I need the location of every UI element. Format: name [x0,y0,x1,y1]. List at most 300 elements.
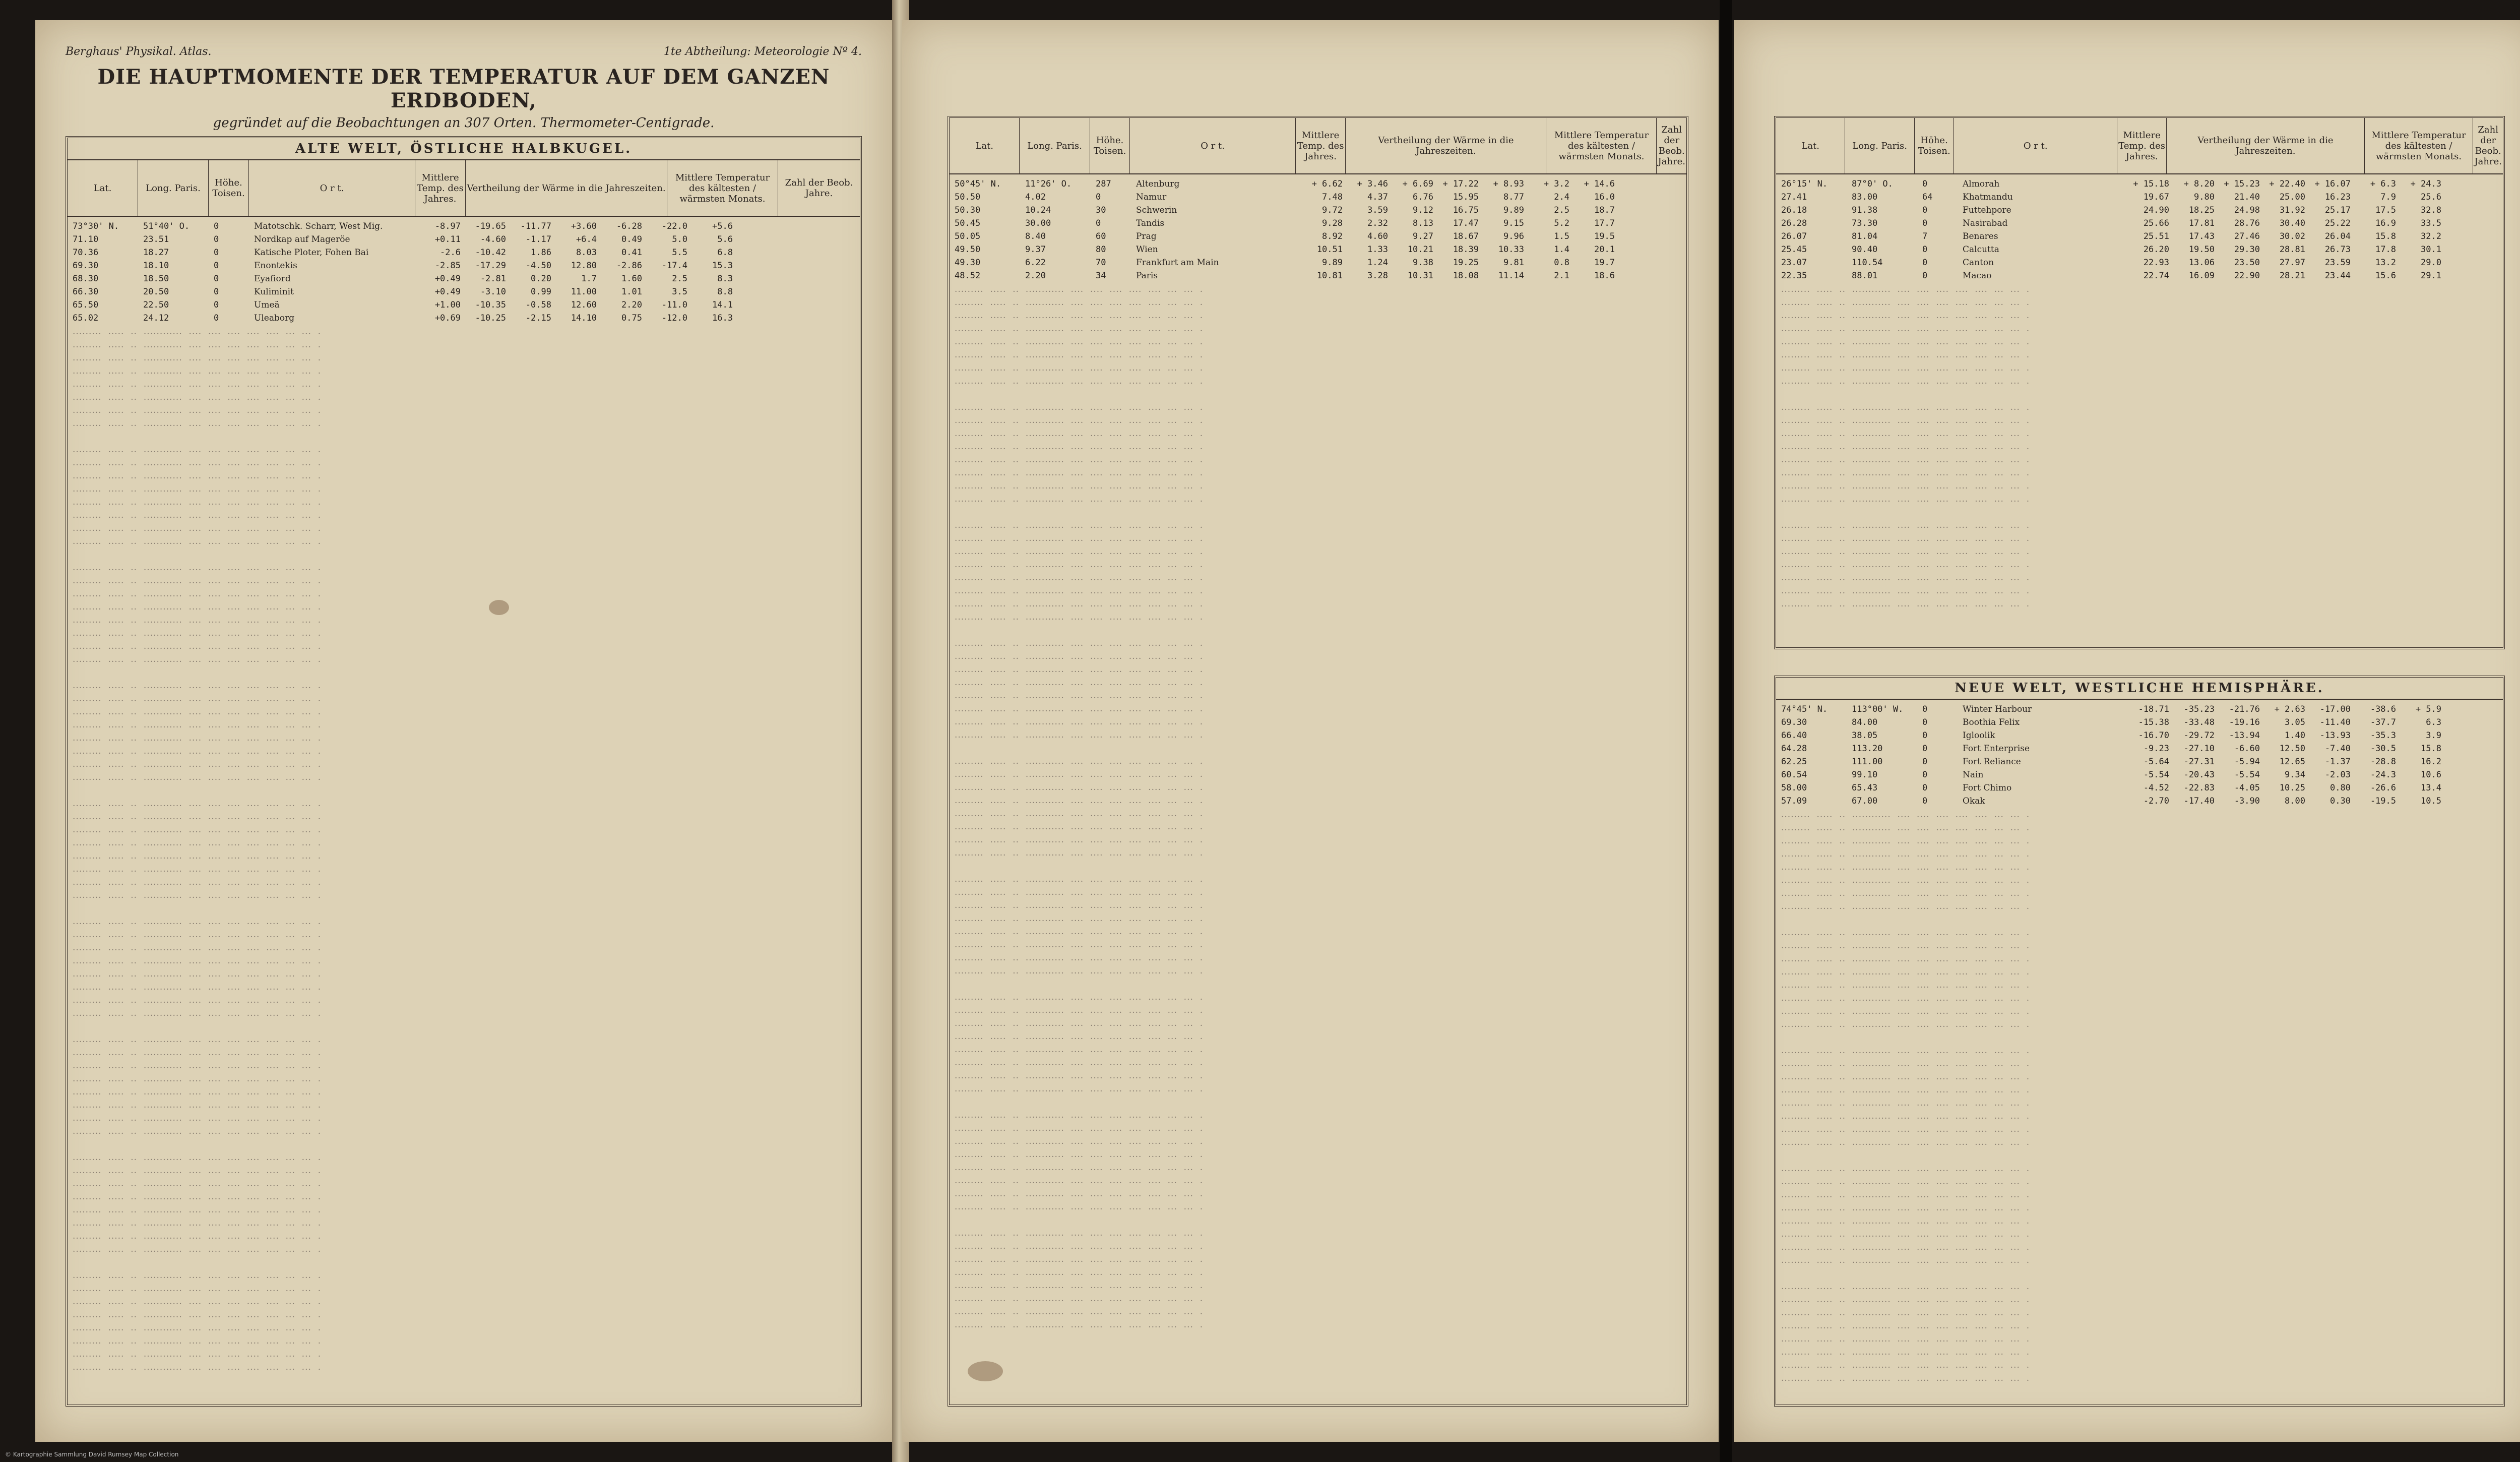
table-cell: 1.33 [1367,245,1388,255]
table-cell: 9.38 [1413,258,1433,268]
table-row [955,243,1681,256]
table-cell: 65.43 [1852,783,1878,793]
table-cell: 10.51 [1316,245,1343,255]
table-row [73,246,855,259]
table-cell: 64.28 [1781,744,1807,754]
table-cell: -4.50 [525,261,551,271]
table-cell: 24.90 [2143,205,2169,215]
table-cell: +3.60 [571,221,597,231]
table-cell: 10.81 [1316,271,1343,281]
table-cell: 9.72 [1322,205,1343,215]
table-cell: -18.71 [2138,704,2169,714]
table-cell: 16.0 [1594,192,1615,202]
col-ort: O r t. [249,160,415,216]
table-cell: 48.52 [955,271,981,281]
table-cell: 25.45 [1781,245,1807,255]
page-header [66,45,862,131]
table-cell: Almorah [1963,179,2000,189]
table-cell: -17.29 [475,261,506,271]
table-cell: 70.36 [73,248,99,258]
table-cell: -8.97 [434,221,461,231]
table-cell: 12.80 [571,261,597,271]
table-cell: + 3.46 [1357,179,1388,189]
table-cell: 10.24 [1025,205,1051,215]
table-cell: -27.31 [2183,757,2215,767]
table-cell: 88.01 [1852,271,1878,281]
table-cell: 0.75 [621,313,642,323]
table-row [1781,269,2498,282]
atlas-name: Berghaus' Physikal. Atlas. [66,45,212,58]
table-cell: 23.07 [1781,258,1807,268]
table-cell: 6.76 [1413,192,1433,202]
table-cell: 12.65 [2279,757,2305,767]
credit-line: © Kartographie Sammlung David Rumsey Map Collection [5,1451,179,1458]
table-row [1781,768,2498,781]
col-lat: Lat. [950,118,1020,173]
table-cell: 34 [1096,271,1106,281]
table-cell: 25.6 [2421,192,2441,202]
table-cell: 0 [1922,205,1928,215]
table-cell: Eyafiord [254,274,291,284]
table-cell: 26.20 [2143,245,2169,255]
table-cell: -29.72 [2183,730,2215,741]
table-cell: 10.21 [1407,245,1433,255]
table-cell: -37.7 [2370,717,2396,727]
east-band: ALTE WELT, ÖSTLICHE HALBKUGEL. [68,138,860,160]
table-cell: 0 [214,234,219,245]
table-cell: 80 [1096,245,1106,255]
table-cell: 8.03 [576,248,597,258]
table-row [1781,703,2498,716]
table-cell: + 6.3 [2370,179,2396,189]
table-cell: -13.93 [2319,730,2351,741]
foxing-stain [968,1361,1003,1381]
table-cell: -1.17 [525,234,551,245]
table-cell: 50.05 [955,231,981,241]
table-cell: 23.50 [2234,258,2260,268]
table-cell: Prag [1136,231,1157,241]
table-cell: 0 [1922,744,1928,754]
table-cell: 27.41 [1781,192,1807,202]
table-cell: 20.1 [1594,245,1615,255]
foxing-stain [489,600,509,615]
table-cell: 19.25 [1453,258,1479,268]
table-cell: 50°45' N. [955,179,1001,189]
west-band: NEUE WELT, WESTLICHE HEMISPHÄRE. [1776,678,2503,700]
table-cell: -4.60 [480,234,506,245]
table-cell: 8.92 [1322,231,1343,241]
col-seasons: Vertheilung der Wärme in die Jahreszeiten. [1346,118,1546,173]
table-cell: 9.37 [1025,245,1046,255]
table-cell: 28.76 [2234,218,2260,228]
table-cell: 0 [1922,258,1928,268]
atlas-page-1 [35,20,892,1442]
table-cell: + 14.6 [1584,179,1615,189]
table-cell: 7.9 [2380,192,2396,202]
table-cell: + 15.23 [2224,179,2260,189]
col-mean: Mittlere Temp. des Jahres. [415,160,466,216]
table-cell: -4.05 [2234,783,2260,793]
table-cell: -17.00 [2319,704,2351,714]
table-row [73,272,855,285]
east-table-end [1774,116,2505,649]
table-cell: 49.50 [955,245,981,255]
table-cell: 30.02 [2279,231,2305,241]
table-cell: 0 [1922,704,1928,714]
table-cell: 10.6 [2421,770,2441,780]
section-label: 1te Abtheilung: Meteorologie Nº 4. [663,45,862,58]
table-cell: 26.18 [1781,205,1807,215]
table-cell: 84.00 [1852,717,1878,727]
table-cell: Enontekis [254,261,297,271]
table-row [73,259,855,272]
table-cell: 24.12 [143,313,169,323]
table-cell: 110.54 [1852,258,1883,268]
table-cell: -1.37 [2324,757,2351,767]
table-cell: -10.35 [475,300,506,310]
table-cell: 22.90 [2234,271,2260,281]
table-cell: 9.34 [2285,770,2305,780]
table-cell: 87°0' O. [1852,179,1893,189]
table-row [955,191,1681,204]
table-body [950,174,1686,285]
col-mean: Mittlere Temp. des Jahres. [1296,118,1346,173]
col-ort: O r t. [1130,118,1295,173]
table-cell: 8.3 [717,274,733,284]
table-cell: 50.50 [955,192,981,202]
table-row [1781,256,2498,269]
table-column-header [950,118,1686,174]
table-cell: -19.16 [2229,717,2260,727]
atlas-page-2 [902,20,1719,1442]
table-cell: 10.5 [2421,796,2441,806]
table-cell: 2.4 [1554,192,1569,202]
table-cell: 3.28 [1367,271,1388,281]
col-mean: Mittlere Temp. des Jahres. [2117,118,2167,173]
table-cell: -24.3 [2370,770,2396,780]
table-cell: 73.30 [1852,218,1878,228]
table-cell: 26.73 [2324,245,2351,255]
table-cell: -10.25 [475,313,506,323]
table-cell: 0 [1922,245,1928,255]
table-cell: 9.89 [1503,205,1524,215]
table-cell: 30.1 [2421,245,2441,255]
table-cell: 38.05 [1852,730,1878,741]
table-cell: 5.0 [672,234,687,245]
table-cell: 0 [214,221,219,231]
table-cell: -38.6 [2370,704,2396,714]
table-cell: Khatmandu [1963,192,2013,202]
table-cell: + 24.3 [2410,179,2441,189]
table-cell: 65.02 [73,313,99,323]
table-cell: 15.8 [2421,744,2441,754]
table-cell: 9.96 [1503,231,1524,241]
table-cell: 4.60 [1367,231,1388,241]
table-cell: Futtehpore [1963,205,2011,215]
table-cell: 1.01 [621,287,642,297]
table-cell: -6.60 [2234,744,2260,754]
table-cell: 30.00 [1025,218,1051,228]
table-cell: 3.5 [672,287,687,297]
table-cell: 3.9 [2426,730,2441,741]
table-cell: 1.7 [581,274,597,284]
table-cell: 1.24 [1367,258,1388,268]
table-cell: 18.6 [1594,271,1615,281]
table-cell: 26°15' N. [1781,179,1828,189]
col-hohe: Höhe. Toisen. [1915,118,1955,173]
table-row [1781,781,2498,795]
table-cell: Okak [1963,796,1985,806]
table-cell: +0.11 [434,234,461,245]
col-extremes: Mittlere Temperatur des kältesten / wärmsten Monats. [2365,118,2474,173]
table-cell: 0 [1922,730,1928,741]
table-cell: 62.25 [1781,757,1807,767]
table-cell: Altenburg [1136,179,1180,189]
table-cell: 0 [1922,717,1928,727]
table-cell: 9.89 [1322,258,1343,268]
table-cell: +1.00 [434,300,461,310]
table-cell: + 22.40 [2269,179,2305,189]
table-cell: 111.00 [1852,757,1883,767]
table-cell: -2.86 [616,261,642,271]
col-long: Long. Paris. [1845,118,1914,173]
table-cell: -17.4 [661,261,687,271]
table-cell: 0 [1922,770,1928,780]
table-cell: 19.7 [1594,258,1615,268]
table-cell: Matotschk. Scharr, West Mig. [254,221,383,231]
table-cell: -11.40 [2319,717,2351,727]
table-cell: + 3.2 [1543,179,1569,189]
table-cell: 60.54 [1781,770,1807,780]
table-cell: -2.15 [525,313,551,323]
table-cell: 16.3 [712,313,733,323]
table-cell: 0 [1922,179,1928,189]
table-cell: 0 [214,287,219,297]
table-cell: 9.80 [2194,192,2215,202]
table-cell: Uleaborg [254,313,295,323]
table-cell: 11°26' O. [1025,179,1072,189]
table-cell: 0.30 [2330,796,2351,806]
table-cell: -26.6 [2370,783,2396,793]
table-body-continuation: ········· ····· ·· ············ ···· ···· ···· ···· ···· ··· ··· · ········· ····· ·· ············ ···· ···· ···· ···· ···· ··· ··· · ········· ····· ·· ············ ···· ···· ···· ···· ···· ··· ··· · ········· ····· ·· ············ ···· ···· ···· ···· ···· ··· ··· · ········· ····· ·· ············ ···· ···· ···· ···· ···· ··· ··· · ········· ····· ·· ············ ···· ···· ···· ···· ···· ··· ··· · ········· ····· ·· ············ ···· ···· ···· ···· ···· ··· ··· · ········· ····· ·· ············ ···· ···· ···· ···· ···· ··· ··· · ········· ····· ·· ············ ···· ···· ···· ···· ···· ··· ··· · ········· ····· ·· ············ ···· ···· ···· ···· ···· ··· ··· · ········· ····· ·· ············ ···· ···· ···· ···· ···· ··· ··· · ········· ····· ·· ············ ···· ···· ···· ···· ···· ··· ··· · ········· ····· ·· ············ ···· ···· ···· ···· ···· ··· ··· · ········· ····· ·· ············ ···· ···· ···· ···· ···· ··· ··· · ········· ····· ·· ············ ···· ···· ···· ···· ···· ··· ··· · ········· ····· ·· ············ ···· ···· ···· ···· ···· ··· ··· · ········· ····· ·· ············ ···· ···· ···· ···· ···· ··· ··· · ········· ····· ·· ············ ···· ···· ···· ···· ···· ··· ··· · ········· ····· ·· ············ ···· ···· ···· ···· ···· ··· ··· · ········· ····· ·· ············ ···· ···· ···· ···· ···· ··· ··· · ········· ····· ·· ············ ···· ···· ···· ···· ···· ··· ··· · ········· ····· ·· ············ ···· ···· ···· ···· ···· ··· ··· · ········· ····· ·· ············ ···· ···· ···· ···· ···· ··· ··· · ········· ····· ·· ············ ···· ···· ···· ···· ···· ··· ··· · ········· ····· ·· ············ ···· ···· ···· ···· ···· ··· ··· · ········· ····· ·· ············ ···· ···· ···· ···· ···· ··· ··· · ········· ····· ·· ············ ···· ···· ···· ···· ···· ··· ··· · ········· ····· ·· ············ ···· ···· ···· ···· ···· ··· ··· · ········· ····· ·· ············ ···· ···· ···· ···· ···· ··· ··· · ········· ····· ·· ············ ···· ···· ···· ···· ···· ··· ··· · ········· ····· ·· ············ ···· ···· ···· ···· ···· ··· ··· · ········· ····· ·· ············ ···· ···· ···· ···· ···· ··· ··· · ········· ····· ·· ············ ···· ···· ···· ···· ···· ··· ··· · ········· ····· ·· ············ ···· ···· ···· ···· ···· ··· ··· · ········· ····· ·· ············ ···· ···· ···· ···· ···· ··· ··· · ········· ····· ·· ············ ···· ···· ···· ···· ···· ··· ··· · ········· ····· ·· ············ ···· ···· ···· ···· ···· ··· ··· · ········· ····· ·· ············ ···· ···· ···· ···· ···· ··· ··· · ········· ····· ·· ············ ···· ···· ···· ···· ···· ··· ··· · ········· ····· ·· ············ ···· ···· ···· ···· ···· ··· ··· · ········· ····· ·· ············ ···· ···· ···· ···· ···· ··· ··· · ········· ····· ·· ············ ···· ···· ···· ···· ···· ··· ··· · ········· ····· ·· ············ ···· ···· ···· ···· ···· ··· ··· · ········· ····· ·· ············ ···· ···· ···· ···· ···· ··· ··· · ········· ····· ·· ············ ···· ···· ···· ···· ···· ··· ··· · ········· ····· ·· ············ ···· ···· ···· ···· ···· ··· ··· · ········· ····· ·· ············ ···· ···· ···· ···· ···· ··· ··· · ········· ····· ·· ············ ···· ···· ···· ···· ···· ··· ··· · ········· ····· ·· ············ ···· ···· ···· ···· ···· ··· ··· · ········· ····· ·· ············ ···· ···· ···· ···· ···· ··· ··· · ········· ····· ·· ············ ···· ···· ···· ···· ···· ··· ··· · ········· ····· ·· ············ ···· ···· ···· ···· ···· ··· ··· · ········· ····· ·· ············ ···· ···· ···· ···· ···· ··· ··· · ········· ····· ·· ············ ···· ···· ···· ···· ···· ··· ··· · ········· ····· ·· ············ ···· ···· ···· ···· ···· ··· ··· · ········· ····· ·· ············ ···· ···· ···· ···· ···· ··· ··· · ········· ····· ·· ············ ···· ···· ···· ···· ···· ··· ··· · ········· ····· ·· ············ ···· ···· ···· ···· ···· ··· ··· · ········· ····· ·· ············ ···· ···· ···· ···· ···· ··· ··· · ········· ····· ·· ············ ···· ···· ···· ···· ···· ··· ··· · ········· ····· ·· ············ ···· ···· ···· ···· ···· ··· ··· · ········· ····· ·· ············ ···· ···· ···· ···· ···· ··· ··· · ········· ····· ·· ············ ···· ···· ···· ···· ···· ··· ··· · ········· ····· ·· ············ ···· ···· ···· ···· ···· ··· ··· · ········· ····· ·· ············ ···· ···· ···· ···· ···· ··· ··· · ········· ····· ·· ············ ···· ···· ···· ···· ···· ··· ··· · ········· ····· ·· ············ ···· ···· ···· ···· ···· ··· ··· · ········· ····· ·· ············ ···· ···· ···· ···· ···· ··· ··· · ········· ····· ·· ············ ···· ···· ···· ···· ···· ··· ··· · ········· ····· ·· ············ ···· ···· ···· ···· ···· ··· ··· · ········· ····· ·· ············ ···· ···· ···· ···· ···· ··· ··· · ········· ····· ·· ············ ···· ···· ···· ···· ···· ··· ··· · [955,287,1204,1332]
table-cell: 3.05 [2285,717,2305,727]
table-row [955,256,1681,269]
table-row [1781,755,2498,768]
table-cell: 9.12 [1413,205,1433,215]
table-cell: 15.95 [1453,192,1479,202]
table-cell: +0.49 [434,274,461,284]
table-column-header [1776,118,2503,174]
table-cell: 0 [1922,271,1928,281]
page-fold [1720,0,1732,1462]
table-cell: 16.2 [2421,757,2441,767]
table-cell: 66.30 [73,287,99,297]
table-cell: -28.8 [2370,757,2396,767]
table-cell: 113.20 [1852,744,1883,754]
table-cell: + 6.62 [1311,179,1343,189]
table-cell: 25.17 [2324,205,2351,215]
table-cell: +0.49 [434,287,461,297]
table-cell: 8.77 [1503,192,1524,202]
table-cell: + 5.9 [2415,704,2441,714]
table-cell: 25.51 [2143,231,2169,241]
table-cell: +5.6 [712,221,733,231]
table-cell: 9.27 [1413,231,1433,241]
table-cell: Calcutta [1963,245,1999,255]
table-cell: 17.7 [1594,218,1615,228]
table-cell: 0 [1922,783,1928,793]
table-cell: 10.33 [1498,245,1524,255]
table-cell: 6.8 [717,248,733,258]
table-cell: 66.40 [1781,730,1807,741]
table-cell: -2.70 [2143,796,2169,806]
table-cell: 33.5 [2421,218,2441,228]
table-cell: 8.13 [1413,218,1433,228]
col-lat: Lat. [68,160,138,216]
table-cell: Macao [1963,271,1992,281]
table-cell: 17.47 [1453,218,1479,228]
table-row [955,269,1681,282]
table-body-continuation: ········· ····· ·· ············ ···· ···· ···· ···· ···· ··· ··· · ········· ····· ·· ············ ···· ···· ···· ···· ···· ··· ··· · ········· ····· ·· ············ ···· ···· ···· ···· ···· ··· ··· · ········· ····· ·· ············ ···· ···· ···· ···· ···· ··· ··· · ········· ····· ·· ············ ···· ···· ···· ···· ···· ··· ··· · ········· ····· ·· ············ ···· ···· ···· ···· ···· ··· ··· · ········· ····· ·· ············ ···· ···· ···· ···· ···· ··· ··· · ········· ····· ·· ············ ···· ···· ···· ···· ···· ··· ··· · ········· ····· ·· ············ ···· ···· ···· ···· ···· ··· ··· · ········· ····· ·· ············ ···· ···· ···· ···· ···· ··· ··· · ········· ····· ·· ············ ···· ···· ···· ···· ···· ··· ··· · ········· ····· ·· ············ ···· ···· ···· ···· ···· ··· ··· · ········· ····· ·· ············ ···· ···· ···· ···· ···· ··· ··· · ········· ····· ·· ············ ···· ···· ···· ···· ···· ··· ··· · ········· ····· ·· ············ ···· ···· ···· ···· ···· ··· ··· · ········· ····· ·· ············ ···· ···· ···· ···· ···· ··· ··· · ········· ····· ·· ············ ···· ···· ···· ···· ···· ··· ··· · ········· ····· ·· ············ ···· ···· ···· ···· ···· ··· ··· · ········· ····· ·· ············ ···· ···· ···· ···· ···· ··· ··· · ········· ····· ·· ············ ···· ···· ···· ···· ···· ··· ··· · ········· ····· ·· ············ ···· ···· ···· ···· ···· ··· ··· · ········· ····· ·· ············ ···· ···· ···· ···· ···· ··· ··· · ········· ····· ·· ············ ···· ···· ···· ···· ···· ··· ··· · [1781,287,2030,612]
table-cell: Nasirabad [1963,218,2008,228]
table-row [1781,729,2498,742]
table-cell: 22.50 [143,300,169,310]
table-cell: Boothia Felix [1963,717,2020,727]
table-row [73,285,855,298]
table-cell: 0.80 [2330,783,2351,793]
table-cell: Frankfurt am Main [1136,258,1219,268]
table-cell: 67.00 [1852,796,1878,806]
table-cell: 60 [1096,231,1106,241]
table-cell: 17.81 [2188,218,2215,228]
col-seasons: Vertheilung der Wärme in die Jahreszeiten. [2167,118,2364,173]
table-row [1781,230,2498,243]
table-cell: 22.35 [1781,271,1807,281]
table-cell: 2.32 [1367,218,1388,228]
table-cell: -11.0 [661,300,687,310]
table-cell: 2.20 [1025,271,1046,281]
table-row [1781,204,2498,217]
table-cell: + 17.22 [1442,179,1479,189]
table-row [73,298,855,312]
table-cell: 32.2 [2421,231,2441,241]
table-cell: 2.1 [1554,271,1569,281]
table-cell: 4.37 [1367,192,1388,202]
table-cell: 64 [1922,192,1933,202]
table-body [1776,174,2503,285]
table-cell: -22.83 [2183,783,2215,793]
col-zahl: Zahl der Beob. Jahre. [2474,125,2502,167]
table-cell: 32.8 [2421,205,2441,215]
table-cell: 21.40 [2234,192,2260,202]
table-cell: 16.75 [1453,205,1479,215]
table-cell: 3.59 [1367,205,1388,215]
table-cell: 0 [1096,218,1101,228]
col-ort: O r t. [1954,118,2117,173]
table-body [68,217,860,328]
table-cell: 51°40' O. [143,221,190,231]
table-cell: Fort Enterprise [1963,744,2030,754]
table-cell: 11.00 [571,287,597,297]
table-cell: 0 [1922,218,1928,228]
table-cell: 5.2 [1554,218,1569,228]
table-cell: 26.28 [1781,218,1807,228]
table-cell: 1.40 [2285,730,2305,741]
table-cell: -33.48 [2183,717,2215,727]
table-cell: + 16.07 [2314,179,2351,189]
table-cell: 0 [1096,192,1101,202]
table-cell: 29.30 [2234,245,2260,255]
col-extremes: Mittlere Temperatur des kältesten / wärmsten Monats. [1546,118,1657,173]
col-lat: Lat. [1776,118,1845,173]
table-row [1781,742,2498,755]
table-cell: -3.90 [2234,796,2260,806]
table-cell: 2.5 [1554,205,1569,215]
table-cell: + 15.18 [2133,179,2169,189]
table-cell: Nain [1963,770,1984,780]
table-cell: 23.44 [2324,271,2351,281]
table-cell: Winter Harbour [1963,704,2032,714]
table-cell: 1.5 [1554,231,1569,241]
table-cell: Namur [1136,192,1167,202]
table-cell: -21.76 [2229,704,2260,714]
table-cell: 16.9 [2375,218,2396,228]
table-cell: 8.40 [1025,231,1046,241]
table-cell: Fort Chimo [1963,783,2012,793]
col-hohe: Höhe. Toisen. [1090,118,1130,173]
table-cell: Tandis [1136,218,1165,228]
table-cell: 69.30 [73,261,99,271]
table-cell: 27.97 [2279,258,2305,268]
table-cell: 58.00 [1781,783,1807,793]
table-row [955,204,1681,217]
table-cell: 22.74 [2143,271,2169,281]
table-cell: + 6.69 [1402,179,1433,189]
table-cell: -17.40 [2183,796,2215,806]
table-cell: 1.86 [531,248,551,258]
table-cell: 9.15 [1503,218,1524,228]
table-cell: Paris [1136,271,1158,281]
table-cell: -15.38 [2138,717,2169,727]
col-long: Long. Paris. [1020,118,1090,173]
table-cell: 1.60 [621,274,642,284]
table-cell: Katische Ploter, Fohen Bai [254,248,369,258]
table-body [1776,700,2503,811]
table-cell: 49.30 [955,258,981,268]
table-row [1781,191,2498,204]
table-cell: -7.40 [2324,744,2351,754]
table-cell: 18.50 [143,274,169,284]
table-cell: 24.98 [2234,205,2260,215]
table-cell: 16.23 [2324,192,2351,202]
table-cell: 10.25 [2279,783,2305,793]
table-cell: 19.67 [2143,192,2169,202]
table-cell: 25.66 [2143,218,2169,228]
east-table-cont [948,116,1688,1407]
table-cell: 28.81 [2279,245,2305,255]
table-row [73,312,855,325]
table-cell: Igloolik [1963,730,1995,741]
table-cell: 81.04 [1852,231,1878,241]
table-cell: 113°00' W. [1852,704,1904,714]
table-cell: 15.3 [712,261,733,271]
table-cell: -35.3 [2370,730,2396,741]
table-cell: -13.94 [2229,730,2260,741]
table-cell: 69.30 [1781,717,1807,727]
col-hohe: Höhe. Toisen. [209,160,249,216]
table-cell: 18.25 [2188,205,2215,215]
table-cell: 23.59 [2324,258,2351,268]
